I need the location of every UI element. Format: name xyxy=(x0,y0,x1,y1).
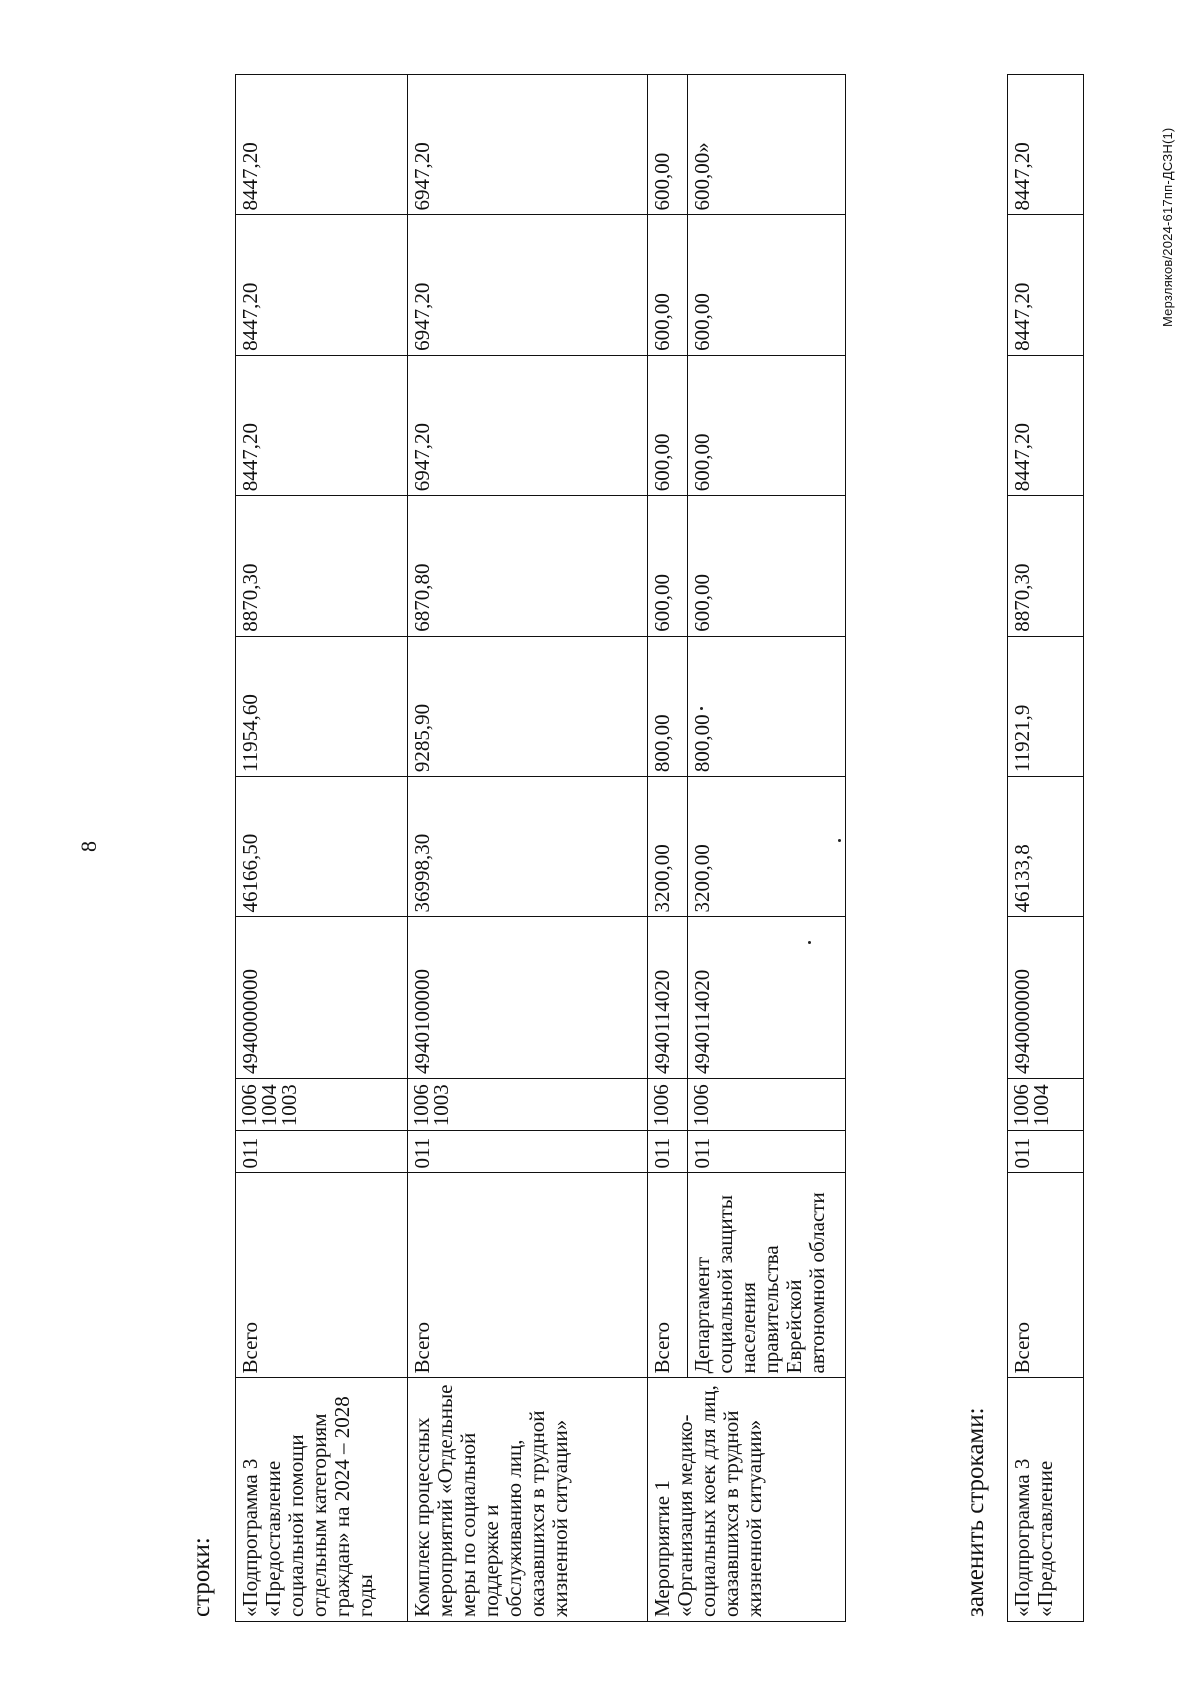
row-2026: 600,00 xyxy=(688,355,846,495)
row-executor: Всего xyxy=(1008,1173,1084,1378)
row-grbs: 011 xyxy=(648,1131,688,1173)
row-csr: 4940114020 xyxy=(648,917,688,1079)
row-2024: 800,00 xyxy=(688,636,846,776)
row-executor: Всего xyxy=(648,1173,688,1378)
table-row xyxy=(648,75,688,1622)
row-name: Комплекс процессных мероприятий «Отдельные меры по социальной поддержке и обслуживанию лиц, оказавшихся в трудной жизненной ситуации» xyxy=(408,1378,648,1622)
row-grbs: 011 xyxy=(236,1131,408,1173)
row-2025: 8870,30 xyxy=(236,496,408,636)
row-2026: 6947,20 xyxy=(408,355,648,495)
row-executor: Всего xyxy=(236,1173,408,1378)
row-grbs: 011 xyxy=(408,1131,648,1173)
row-2025: 6870,80 xyxy=(408,496,648,636)
row-2027: 8447,20 xyxy=(1008,215,1084,355)
row-2024: 11921,9 xyxy=(1008,636,1084,776)
document-footer: Мерзляков/2024-617пп-ДСЗН(1) xyxy=(1160,127,1175,327)
row-section: 1006 1004 1003 xyxy=(236,1079,408,1131)
table-row xyxy=(408,75,648,1622)
row-total: 3200,00 xyxy=(688,777,846,917)
row-csr: 4940000000 xyxy=(236,917,408,1079)
row-2027: 600,00 xyxy=(688,215,846,355)
row-2028: 8447,20 xyxy=(1008,75,1084,215)
row-name: «Подпрограмма 3 «Предоставление социальной помощи отдельным категориям граждан» на 2024 – 2028 годы xyxy=(236,1378,408,1622)
row-2024: 9285,90 xyxy=(408,636,648,776)
row-2027: 6947,20 xyxy=(408,215,648,355)
row-2025: 600,00 xyxy=(648,496,688,636)
row-2028: 6947,20 xyxy=(408,75,648,215)
row-2027: 8447,20 xyxy=(236,215,408,355)
row-2028: 600,00 xyxy=(648,75,688,215)
row-executor: Департамент социальной защиты населения правительства Еврейской автономной области xyxy=(688,1173,846,1378)
row-grbs: 011 xyxy=(688,1131,846,1173)
page-number: 8 xyxy=(76,841,101,852)
row-total: 46133,8 xyxy=(1008,777,1084,917)
table-row xyxy=(1008,75,1084,1622)
table-row xyxy=(236,75,408,1622)
row-name: Мероприятие 1 «Организация медико-социальных коек для лиц, оказавшихся в трудной жизненной ситуации» xyxy=(648,1378,846,1622)
row-2025: 600,00 xyxy=(688,496,846,636)
row-2026: 600,00 xyxy=(648,355,688,495)
row-2028: 8447,20 xyxy=(236,75,408,215)
row-2026: 8447,20 xyxy=(1008,355,1084,495)
row-2026: 8447,20 xyxy=(236,355,408,495)
row-section: 1006 1004 xyxy=(1008,1079,1084,1131)
row-section: 1006 1003 xyxy=(408,1079,648,1131)
row-2025: 8870,30 xyxy=(1008,496,1084,636)
row-2024: 11954,60 xyxy=(236,636,408,776)
replace-text: заменить строками: xyxy=(962,1407,989,1617)
row-name: «Подпрограмма 3 «Предоставление xyxy=(1008,1378,1084,1622)
row-section: 1006 xyxy=(648,1079,688,1131)
new-rows-table xyxy=(1007,74,1084,1622)
row-executor: Всего xyxy=(408,1173,648,1378)
row-2028: 600,00» xyxy=(688,75,846,215)
intro-text: строки: xyxy=(188,1537,215,1617)
row-section: 1006 xyxy=(688,1079,846,1131)
row-2024: 800,00 xyxy=(648,636,688,776)
row-csr: 4940114020 xyxy=(688,917,846,1079)
row-total: 3200,00 xyxy=(648,777,688,917)
row-total: 46166,50 xyxy=(236,777,408,917)
row-csr: 4940100000 xyxy=(408,917,648,1079)
row-csr: 4940000000 xyxy=(1008,917,1084,1079)
row-total: 36998,30 xyxy=(408,777,648,917)
row-grbs: 011 xyxy=(1008,1131,1084,1173)
row-2027: 600,00 xyxy=(648,215,688,355)
old-rows-table xyxy=(235,74,846,1622)
